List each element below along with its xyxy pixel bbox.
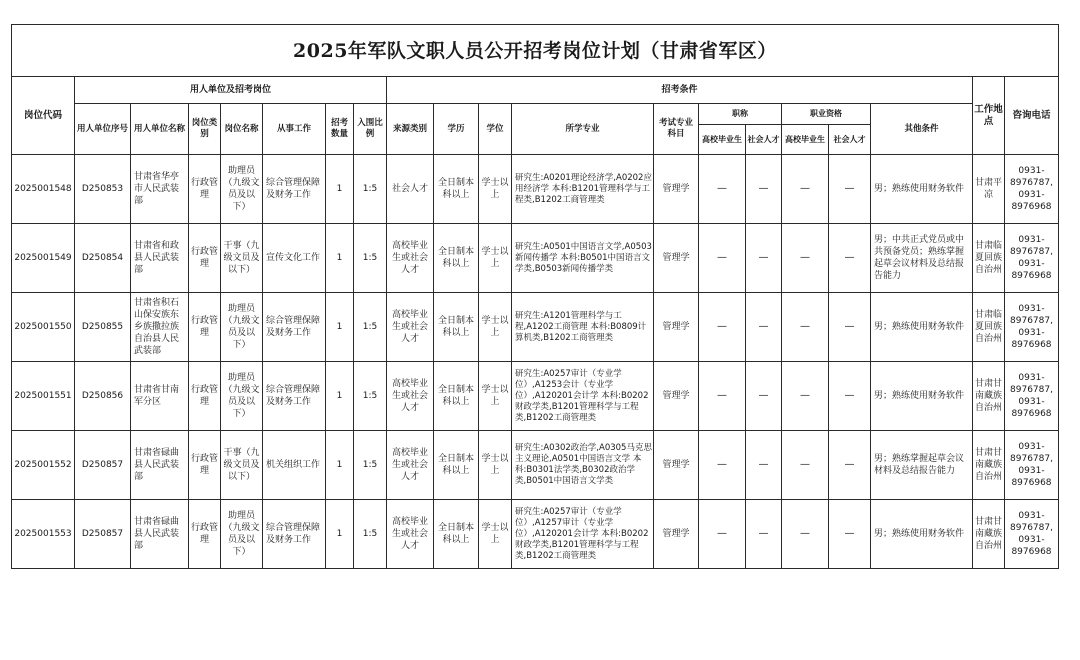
cell-exam: 管理学 [654,362,699,431]
cell-other: 男；中共正式党员或中共预备党员；熟练掌握起草会议材料及总结报告能力 [871,224,973,293]
cell-ratio: 1:5 [354,431,387,500]
cell-phone: 0931-8976787, 0931-8976968 [1005,224,1059,293]
cell-degree: 学士以上 [479,362,512,431]
cell-work: 宣传文化工作 [263,224,326,293]
cell-category: 行政管理 [189,431,221,500]
cell-degree: 学士以上 [479,431,512,500]
cell-code: 2025001549 [12,224,75,293]
header-work-content: 从事工作 [263,104,326,155]
cell-source: 高校毕业生或社会人才 [387,224,434,293]
cell-category: 行政管理 [189,293,221,362]
cell-exam: 管理学 [654,500,699,569]
cell-work: 综合管理保障及财务工作 [263,293,326,362]
cell-qual-graduates: — [782,155,829,224]
cell-other: 男；熟练掌握起草会议材料及总结报告能力 [871,431,973,500]
cell-unit: 甘肃省碌曲县人民武装部 [131,431,189,500]
cell-post: 助理员（九级文员及以下） [221,500,263,569]
cell-degree: 学士以上 [479,224,512,293]
cell-seq: D250857 [75,500,131,569]
cell-education: 全日制本科以上 [434,362,479,431]
cell-location: 甘肃临夏回族自治州 [973,224,1005,293]
header-unit-name: 用人单位名称 [131,104,189,155]
header-source-category: 来源类别 [387,104,434,155]
cell-post: 助理员（九级文员及以下） [221,362,263,431]
cell-education: 全日制本科以上 [434,431,479,500]
cell-title-social: — [746,500,782,569]
cell-source: 高校毕业生或社会人才 [387,500,434,569]
header-qual-graduates: 高校毕业生 [782,125,829,155]
cell-other: 男；熟练使用财务软件 [871,155,973,224]
header-group-unit: 用人单位及招考岗位 [75,77,387,104]
cell-location: 甘肃甘南藏族自治州 [973,500,1005,569]
cell-location: 甘肃甘南藏族自治州 [973,431,1005,500]
cell-phone: 0931-8976787, 0931-8976968 [1005,431,1059,500]
header-education: 学历 [434,104,479,155]
header-post-name: 岗位名称 [221,104,263,155]
cell-source: 高校毕业生或社会人才 [387,293,434,362]
cell-code: 2025001548 [12,155,75,224]
cell-work: 综合管理保障及财务工作 [263,362,326,431]
cell-source: 高校毕业生或社会人才 [387,362,434,431]
cell-title-graduates: — [699,431,746,500]
cell-major: 研究生:A0257审计（专业学位）,A1253会计（专业学位）,A120201会计学 本科:B0202财政学类,B1201管理科学与工程类,B1202工商管理类 [512,362,654,431]
header-degree: 学位 [479,104,512,155]
cell-location: 甘肃甘南藏族自治州 [973,362,1005,431]
cell-phone: 0931-8976787, 0931-8976968 [1005,500,1059,569]
cell-ratio: 1:5 [354,224,387,293]
cell-exam: 管理学 [654,224,699,293]
cell-other: 男；熟练使用财务软件 [871,500,973,569]
cell-phone: 0931-8976787, 0931-8976968 [1005,293,1059,362]
cell-count: 1 [326,500,354,569]
cell-unit: 甘肃省和政县人民武装部 [131,224,189,293]
cell-exam: 管理学 [654,155,699,224]
cell-education: 全日制本科以上 [434,155,479,224]
header-other-conditions: 其他条件 [871,104,973,155]
cell-education: 全日制本科以上 [434,224,479,293]
header-exam-subject: 考试专业科目 [654,104,699,155]
cell-category: 行政管理 [189,362,221,431]
cell-work: 综合管理保障及财务工作 [263,500,326,569]
header-group-conditions: 招考条件 [387,77,973,104]
cell-degree: 学士以上 [479,500,512,569]
cell-ratio: 1:5 [354,155,387,224]
cell-category: 行政管理 [189,155,221,224]
cell-qual-graduates: — [782,362,829,431]
header-qualification-group: 职业资格 [782,104,871,125]
cell-code: 2025001552 [12,431,75,500]
cell-code: 2025001550 [12,293,75,362]
cell-major: 研究生:A0201理论经济学,A0202应用经济学 本科:B1201管理科学与工程类,B1202工商管理类 [512,155,654,224]
page-title: 2025年军队文职人员公开招考岗位计划（甘肃省军区） [12,25,1059,77]
cell-work: 机关组织工作 [263,431,326,500]
cell-qual-social: — [829,224,871,293]
cell-qual-graduates: — [782,431,829,500]
cell-seq: D250853 [75,155,131,224]
table-row [12,224,1059,293]
cell-qual-social: — [829,500,871,569]
cell-phone: 0931-8976787, 0931-8976968 [1005,362,1059,431]
cell-other: 男；熟练使用财务软件 [871,362,973,431]
cell-qual-graduates: — [782,500,829,569]
cell-post: 助理员（九级文员及以下） [221,155,263,224]
table-row [12,155,1059,224]
cell-qual-graduates: — [782,224,829,293]
table-row [12,293,1059,362]
cell-degree: 学士以上 [479,293,512,362]
cell-title-social: — [746,431,782,500]
cell-seq: D250854 [75,224,131,293]
cell-seq: D250856 [75,362,131,431]
cell-phone: 0931-8976787, 0931-8976968 [1005,155,1059,224]
header-title-group: 职称 [699,104,782,125]
cell-seq: D250857 [75,431,131,500]
cell-degree: 学士以上 [479,155,512,224]
header-position-code: 岗位代码 [12,77,75,155]
header-unit-seq: 用人单位序号 [75,104,131,155]
cell-unit: 甘肃省甘南军分区 [131,362,189,431]
cell-unit: 甘肃省积石山保安族东乡族撒拉族自治县人民武装部 [131,293,189,362]
cell-qual-graduates: — [782,293,829,362]
table-row [12,500,1059,569]
cell-education: 全日制本科以上 [434,500,479,569]
header-post-category: 岗位类别 [189,104,221,155]
header-recruit-count: 招考数量 [326,104,354,155]
cell-major: 研究生:A0501中国语言文学,A0503新闻传播学 本科:B0501中国语言文学类,B0503新闻传播学类 [512,224,654,293]
cell-code: 2025001551 [12,362,75,431]
cell-count: 1 [326,293,354,362]
header-title-graduates: 高校毕业生 [699,125,746,155]
cell-title-social: — [746,362,782,431]
cell-other: 男；熟练使用财务软件 [871,293,973,362]
cell-code: 2025001553 [12,500,75,569]
cell-location: 甘肃平凉 [973,155,1005,224]
cell-ratio: 1:5 [354,362,387,431]
cell-category: 行政管理 [189,500,221,569]
cell-title-social: — [746,224,782,293]
header-title-social: 社会人才 [746,125,782,155]
header-work-location: 工作地点 [973,77,1005,155]
cell-source: 社会人才 [387,155,434,224]
cell-count: 1 [326,224,354,293]
table-row [12,431,1059,500]
cell-education: 全日制本科以上 [434,293,479,362]
cell-post: 干事（九级文员及以下） [221,431,263,500]
cell-qual-social: — [829,431,871,500]
cell-title-graduates: — [699,500,746,569]
cell-category: 行政管理 [189,224,221,293]
cell-seq: D250855 [75,293,131,362]
cell-title-social: — [746,155,782,224]
cell-post: 助理员（九级文员及以下） [221,293,263,362]
cell-title-graduates: — [699,293,746,362]
cell-exam: 管理学 [654,431,699,500]
table-row [12,362,1059,431]
header-contact-phone: 咨询电话 [1005,77,1059,155]
cell-qual-social: — [829,362,871,431]
cell-count: 1 [326,155,354,224]
cell-title-social: — [746,293,782,362]
cell-unit: 甘肃省华亭市人民武装部 [131,155,189,224]
cell-location: 甘肃临夏回族自治州 [973,293,1005,362]
cell-qual-social: — [829,293,871,362]
cell-source: 高校毕业生或社会人才 [387,431,434,500]
cell-title-graduates: — [699,155,746,224]
cell-ratio: 1:5 [354,293,387,362]
header-major: 所学专业 [512,104,654,155]
cell-major: 研究生:A0257审计（专业学位）,A1257审计（专业学位）,A120201会计学 本科:B0202财政学类,B1201管理科学与工程类,B1202工商管理类 [512,500,654,569]
cell-count: 1 [326,431,354,500]
cell-count: 1 [326,362,354,431]
cell-qual-social: — [829,155,871,224]
header-qual-social: 社会人才 [829,125,871,155]
cell-major: 研究生:A1201管理科学与工程,A1202工商管理 本科:B0809计算机类,B1202工商管理类 [512,293,654,362]
cell-title-graduates: — [699,362,746,431]
recruitment-plan-table [11,24,1059,569]
cell-unit: 甘肃省碌曲县人民武装部 [131,500,189,569]
cell-ratio: 1:5 [354,500,387,569]
cell-post: 干事（九级文员及以下） [221,224,263,293]
cell-major: 研究生:A0302政治学,A0305马克思主义理论,A0501中国语言文学 本科:B0301法学类,B0302政治学类,B0501中国语言文学类 [512,431,654,500]
header-interview-ratio: 入围比例 [354,104,387,155]
cell-title-graduates: — [699,224,746,293]
cell-exam: 管理学 [654,293,699,362]
cell-work: 综合管理保障及财务工作 [263,155,326,224]
